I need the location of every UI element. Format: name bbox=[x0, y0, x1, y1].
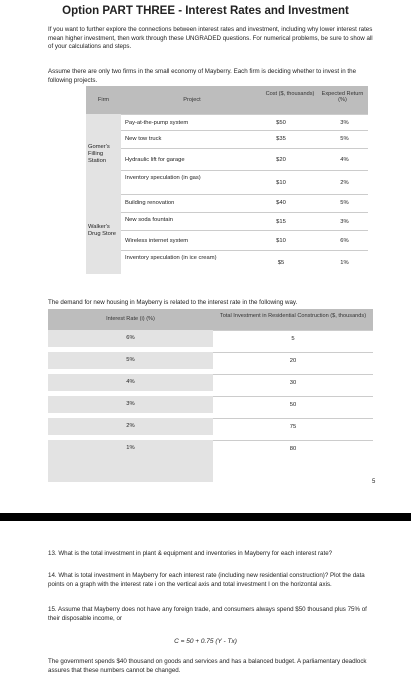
table-row: New soda fountain $15 3% bbox=[121, 212, 368, 231]
table-row: Inventory speculation (in ice cream) $5 1% bbox=[121, 250, 368, 275]
housing-demand-table bbox=[48, 309, 373, 482]
page-divider bbox=[0, 513, 411, 521]
table-row: 6% 5 bbox=[48, 330, 373, 347]
question-13: 13. What is the total investment in plant & equipment and inventories in Mayberry for each interest rate? bbox=[48, 550, 333, 557]
header-firm: Firm bbox=[86, 86, 121, 114]
question-15: 15. Assume that Mayberry does not have any foreign trade, and consumers always spend $50 thousand plus 75% of their disposable income, or bbox=[48, 606, 367, 622]
header-cost: Cost ($, thousands) bbox=[263, 86, 317, 114]
consumption-equation: C = 50 + 0.75 (Y - Tx) bbox=[174, 638, 237, 645]
header-return: Expected Return (%) bbox=[317, 86, 368, 114]
page-title: Option PART THREE - Interest Rates and Investment bbox=[62, 5, 349, 17]
firm-name: Gomer's Filling Station bbox=[88, 144, 110, 164]
questions-page bbox=[0, 521, 411, 700]
page-number: 5 bbox=[372, 479, 376, 485]
firm-cell-walkers bbox=[86, 194, 121, 274]
table-row: 1% 80 bbox=[48, 440, 373, 457]
header-total-investment: Total Investment in Residential Construction ($, thousands) bbox=[213, 309, 373, 330]
firm-name: Walker's Drug Store bbox=[88, 224, 117, 237]
table-row: 3% 50 bbox=[48, 396, 373, 413]
firm-cell-gomers bbox=[86, 114, 121, 194]
projects-table bbox=[86, 86, 368, 274]
table-row: Building renovation $40 5% bbox=[121, 194, 368, 213]
table-row: Inventory speculation (in gas) $10 2% bbox=[121, 170, 368, 195]
header-project: Project bbox=[121, 86, 263, 114]
table-row: New tow truck $35 5% bbox=[121, 130, 368, 149]
demand-paragraph: The demand for new housing in Mayberry is related to the interest rate in the following way. bbox=[48, 299, 298, 306]
table-row: 4% 30 bbox=[48, 374, 373, 391]
table-row: Hydraulic lift for garage $20 4% bbox=[121, 148, 368, 171]
table-spacer bbox=[48, 457, 213, 482]
assumption-paragraph: Assume there are only two firms in the small economy of Mayberry. Each firm is deciding whether to invest in the following projects. bbox=[48, 68, 357, 84]
header-interest-rate: Interest Rate (i) (%) bbox=[48, 309, 213, 330]
intro-paragraph: If you want to further explore the connections between interest rates and investment, including why lower interest rates mean higher investment, then work through these UNGRADED questions. For numerical problems, be sure to show all of your calculations and steps. bbox=[48, 26, 373, 51]
government-paragraph: The government spends $40 thousand on goods and services and has a balanced budget. A parliamentary deadlock assures that these numbers cannot be changed. bbox=[48, 658, 367, 674]
table-row: Pay-at-the-pump system $50 3% bbox=[121, 114, 368, 131]
table-row: 5% 20 bbox=[48, 352, 373, 369]
question-14: 14. What is total investment in Mayberry for each interest rate (including new residential construction)? Plot the data points on a graph with the interest rate i on the vertical axis and total investment I on the horizontal axis. bbox=[48, 572, 365, 588]
table-row: Wireless internet system $10 6% bbox=[121, 230, 368, 251]
table-row: 2% 75 bbox=[48, 418, 373, 435]
